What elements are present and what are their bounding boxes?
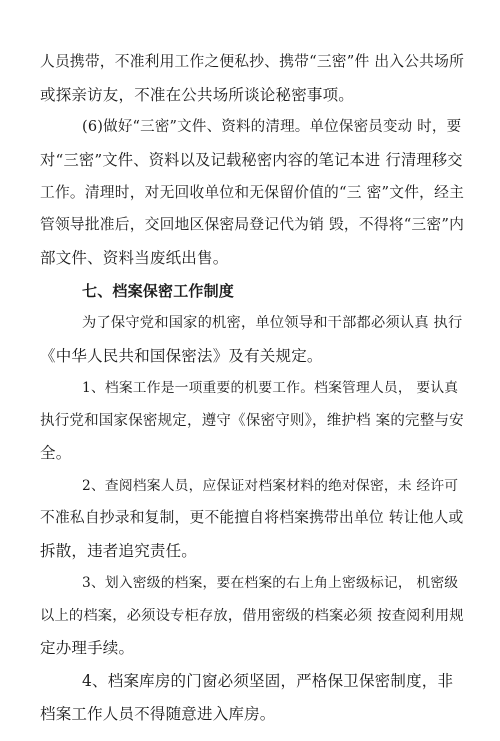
text-line: 为了保守党和国家的机密，单位领导和干部都必须认真 执行 (82, 315, 463, 331)
text-line: 对“三密”文件、资料以及记载秘密内容的笔记本进 行清理移交 (40, 151, 463, 169)
text-line: 管领导批准后，交回地区保密局登记代为销 毁，不得将“三密”内 (40, 216, 465, 233)
text-line: 执行党和国家保密规定，遵守《保密守则》，维护档 案的完整与安 (40, 413, 464, 429)
text-line: 《中华人民共和国保密法》及有关规定。 (40, 347, 323, 365)
text-line: 不准私自抄录和复制，更不能擅自将档案携带出单位 转让他人或 (40, 509, 464, 526)
text-line: 档案工作人员不得随意进入库房。 (40, 705, 276, 723)
text-line: (6)做好“三密”文件、资料的清理。单位保密员变动 时，要 (82, 119, 462, 135)
text-line: 部文件、资料当废纸出售。 (40, 249, 229, 267)
text-line: 或探亲访友，不准在公共场所谈论秘密事项。 (40, 86, 355, 104)
text-line: 1、档案工作是一项重要的机要工作。档案管理人员， 要认真 (82, 380, 459, 396)
text-line: 人员携带，不准利用工作之便私抄、携带“三密”件 出入公共场所 (40, 53, 465, 70)
text-line: 4、档案库房的门窗必须坚固，严格保卫保密制度，非 (82, 672, 454, 690)
text-line: 全。 (40, 444, 72, 462)
text-line: 工作。清理时，对无回收单位和无保留价值的“三 密”文件，经主 (40, 184, 465, 201)
text-line: 定办理手续。 (40, 639, 135, 657)
text-line: 3、划入密级的档案，要在档案的右上角上密级标记， 机密级 (82, 575, 459, 591)
section-heading: 七、档案保密工作制度 (82, 282, 235, 300)
text-line: 拆散，违者追究责任。 (40, 542, 198, 560)
text-line: 2、查阅档案人员，应保证对档案材料的绝对保密，未 经许可 (82, 478, 459, 494)
text-line: 以上的档案，必须设专柜存放，借用密级的档案必须 按查阅利用规 (40, 608, 464, 624)
